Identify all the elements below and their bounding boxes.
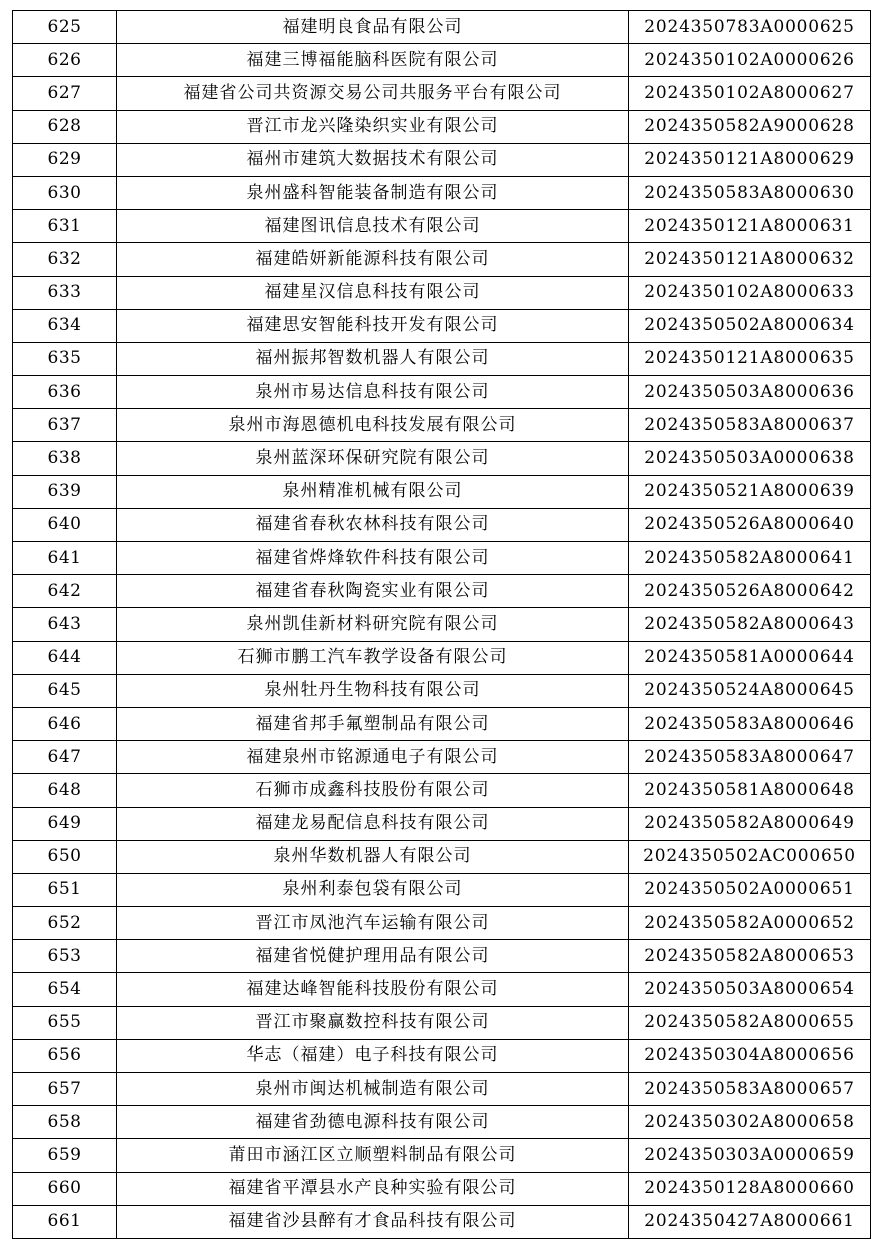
row-number-cell: 654 (13, 973, 117, 1006)
company-name-cell: 晋江市聚赢数控科技有限公司 (117, 1006, 629, 1039)
row-number-cell: 649 (13, 807, 117, 840)
table-row (13, 44, 871, 77)
row-number-cell: 643 (13, 608, 117, 641)
row-number-cell: 647 (13, 741, 117, 774)
row-number-cell: 627 (13, 77, 117, 110)
table-row (13, 376, 871, 409)
row-number-cell: 650 (13, 840, 117, 873)
row-number-cell: 648 (13, 774, 117, 807)
company-name-cell: 福建图讯信息技术有限公司 (117, 210, 629, 243)
registration-code-cell: 2024350524A8000645 (629, 674, 871, 707)
registration-code-cell: 2024350582A8000653 (629, 940, 871, 973)
table-row (13, 873, 871, 906)
registration-code-cell: 2024350102A8000633 (629, 276, 871, 309)
registration-code-cell: 2024350503A0000638 (629, 442, 871, 475)
registration-code-cell: 2024350121A8000629 (629, 143, 871, 176)
row-number-cell: 634 (13, 309, 117, 342)
table-row (13, 807, 871, 840)
company-name-cell: 福建省劲德电源科技有限公司 (117, 1106, 629, 1139)
company-name-cell: 泉州市海恩德机电科技发展有限公司 (117, 409, 629, 442)
table-row (13, 542, 871, 575)
row-number-cell: 642 (13, 575, 117, 608)
company-name-cell: 石狮市成鑫科技股份有限公司 (117, 774, 629, 807)
row-number-cell: 625 (13, 11, 117, 44)
table-row (13, 608, 871, 641)
table-row (13, 210, 871, 243)
registration-code-cell: 2024350502A0000651 (629, 873, 871, 906)
company-name-cell: 泉州利泰包袋有限公司 (117, 873, 629, 906)
table-row (13, 1205, 871, 1238)
registration-code-cell: 2024350303A0000659 (629, 1139, 871, 1172)
company-name-cell: 福建省烨烽软件科技有限公司 (117, 542, 629, 575)
table-row (13, 1172, 871, 1205)
company-name-cell: 福建省邦手氟塑制品有限公司 (117, 707, 629, 740)
table-row (13, 176, 871, 209)
table-row (13, 508, 871, 541)
table-row (13, 475, 871, 508)
registration-code-cell: 2024350302A8000658 (629, 1106, 871, 1139)
row-number-cell: 633 (13, 276, 117, 309)
row-number-cell: 639 (13, 475, 117, 508)
row-number-cell: 641 (13, 542, 117, 575)
row-number-cell: 655 (13, 1006, 117, 1039)
row-number-cell: 652 (13, 907, 117, 940)
company-name-cell: 莆田市涵江区立顺塑料制品有限公司 (117, 1139, 629, 1172)
registration-code-cell: 2024350582A9000628 (629, 110, 871, 143)
table-row (13, 840, 871, 873)
company-name-cell: 泉州市闽达机械制造有限公司 (117, 1073, 629, 1106)
company-name-cell: 福建省平潭县水产良种实验有限公司 (117, 1172, 629, 1205)
company-name-cell: 福建三博福能脑科医院有限公司 (117, 44, 629, 77)
table-row (13, 674, 871, 707)
table-row (13, 707, 871, 740)
company-name-cell: 晋江市凤池汽车运输有限公司 (117, 907, 629, 940)
table-row (13, 973, 871, 1006)
table-row (13, 77, 871, 110)
company-name-cell: 福建省春秋农林科技有限公司 (117, 508, 629, 541)
row-number-cell: 635 (13, 342, 117, 375)
registration-code-cell: 2024350582A0000652 (629, 907, 871, 940)
company-name-cell: 泉州蓝深环保研究院有限公司 (117, 442, 629, 475)
company-name-cell: 福建省沙县醉有才食品科技有限公司 (117, 1205, 629, 1238)
row-number-cell: 637 (13, 409, 117, 442)
company-name-cell: 福建泉州市铭源通电子有限公司 (117, 741, 629, 774)
row-number-cell: 640 (13, 508, 117, 541)
row-number-cell: 632 (13, 243, 117, 276)
row-number-cell: 638 (13, 442, 117, 475)
registration-code-cell: 2024350583A8000637 (629, 409, 871, 442)
table-row (13, 741, 871, 774)
registration-code-cell: 2024350583A8000657 (629, 1073, 871, 1106)
registration-code-cell: 2024350783A0000625 (629, 11, 871, 44)
registration-code-cell: 2024350502A8000634 (629, 309, 871, 342)
row-number-cell: 661 (13, 1205, 117, 1238)
registration-code-cell: 2024350526A8000642 (629, 575, 871, 608)
table-row (13, 110, 871, 143)
registration-code-cell: 2024350121A8000632 (629, 243, 871, 276)
registration-code-cell: 2024350121A8000631 (629, 210, 871, 243)
row-number-cell: 653 (13, 940, 117, 973)
row-number-cell: 660 (13, 1172, 117, 1205)
registration-code-cell: 2024350427A8000661 (629, 1205, 871, 1238)
table-row (13, 276, 871, 309)
registration-code-cell: 2024350583A8000647 (629, 741, 871, 774)
table-row (13, 143, 871, 176)
company-name-cell: 福建省春秋陶瓷实业有限公司 (117, 575, 629, 608)
row-number-cell: 645 (13, 674, 117, 707)
registration-code-cell: 2024350102A8000627 (629, 77, 871, 110)
registration-code-cell: 2024350581A8000648 (629, 774, 871, 807)
company-name-cell: 福州市建筑大数据技术有限公司 (117, 143, 629, 176)
row-number-cell: 628 (13, 110, 117, 143)
table-row (13, 342, 871, 375)
company-name-cell: 泉州精准机械有限公司 (117, 475, 629, 508)
registration-code-cell: 2024350121A8000635 (629, 342, 871, 375)
registration-code-cell: 2024350581A0000644 (629, 641, 871, 674)
company-name-cell: 泉州凯佳新材料研究院有限公司 (117, 608, 629, 641)
table-row (13, 641, 871, 674)
row-number-cell: 631 (13, 210, 117, 243)
table-row (13, 11, 871, 44)
table-row (13, 442, 871, 475)
company-name-cell: 泉州市易达信息科技有限公司 (117, 376, 629, 409)
company-list-table (12, 10, 871, 1239)
company-name-cell: 福建思安智能科技开发有限公司 (117, 309, 629, 342)
row-number-cell: 656 (13, 1039, 117, 1072)
row-number-cell: 644 (13, 641, 117, 674)
registration-code-cell: 2024350582A8000655 (629, 1006, 871, 1039)
row-number-cell: 658 (13, 1106, 117, 1139)
company-name-cell: 华志（福建）电子科技有限公司 (117, 1039, 629, 1072)
row-number-cell: 626 (13, 44, 117, 77)
company-name-cell: 泉州牡丹生物科技有限公司 (117, 674, 629, 707)
registration-code-cell: 2024350582A8000649 (629, 807, 871, 840)
registration-code-cell: 2024350128A8000660 (629, 1172, 871, 1205)
table-row (13, 940, 871, 973)
row-number-cell: 659 (13, 1139, 117, 1172)
company-name-cell: 福建星汉信息科技有限公司 (117, 276, 629, 309)
table-row (13, 409, 871, 442)
row-number-cell: 651 (13, 873, 117, 906)
table-row (13, 907, 871, 940)
registration-code-cell: 2024350503A8000636 (629, 376, 871, 409)
company-name-cell: 福建省公司共资源交易公司共服务平台有限公司 (117, 77, 629, 110)
company-name-cell: 泉州盛科智能装备制造有限公司 (117, 176, 629, 209)
table-row (13, 1039, 871, 1072)
registration-code-cell: 2024350503A8000654 (629, 973, 871, 1006)
table-row (13, 1073, 871, 1106)
registration-code-cell: 2024350521A8000639 (629, 475, 871, 508)
table-row (13, 309, 871, 342)
company-name-cell: 福建达峰智能科技股份有限公司 (117, 973, 629, 1006)
registration-code-cell: 2024350304A8000656 (629, 1039, 871, 1072)
registration-code-cell: 2024350582A8000641 (629, 542, 871, 575)
company-name-cell: 泉州华数机器人有限公司 (117, 840, 629, 873)
row-number-cell: 629 (13, 143, 117, 176)
registration-code-cell: 2024350102A0000626 (629, 44, 871, 77)
company-name-cell: 晋江市龙兴隆染织实业有限公司 (117, 110, 629, 143)
company-name-cell: 福州振邦智数机器人有限公司 (117, 342, 629, 375)
row-number-cell: 630 (13, 176, 117, 209)
registration-code-cell: 2024350582A8000643 (629, 608, 871, 641)
row-number-cell: 646 (13, 707, 117, 740)
company-name-cell: 福建皓妍新能源科技有限公司 (117, 243, 629, 276)
table-body (13, 11, 871, 1239)
registration-code-cell: 2024350583A8000630 (629, 176, 871, 209)
table-row (13, 575, 871, 608)
registration-code-cell: 2024350526A8000640 (629, 508, 871, 541)
registration-code-cell: 2024350502AC000650 (629, 840, 871, 873)
table-row (13, 774, 871, 807)
company-name-cell: 福建明良食品有限公司 (117, 11, 629, 44)
table-row (13, 1006, 871, 1039)
row-number-cell: 657 (13, 1073, 117, 1106)
row-number-cell: 636 (13, 376, 117, 409)
company-name-cell: 石狮市鹏工汽车教学设备有限公司 (117, 641, 629, 674)
table-row (13, 1139, 871, 1172)
table-row (13, 1106, 871, 1139)
company-name-cell: 福建省悦健护理用品有限公司 (117, 940, 629, 973)
company-name-cell: 福建龙易配信息科技有限公司 (117, 807, 629, 840)
registration-code-cell: 2024350583A8000646 (629, 707, 871, 740)
table-row (13, 243, 871, 276)
